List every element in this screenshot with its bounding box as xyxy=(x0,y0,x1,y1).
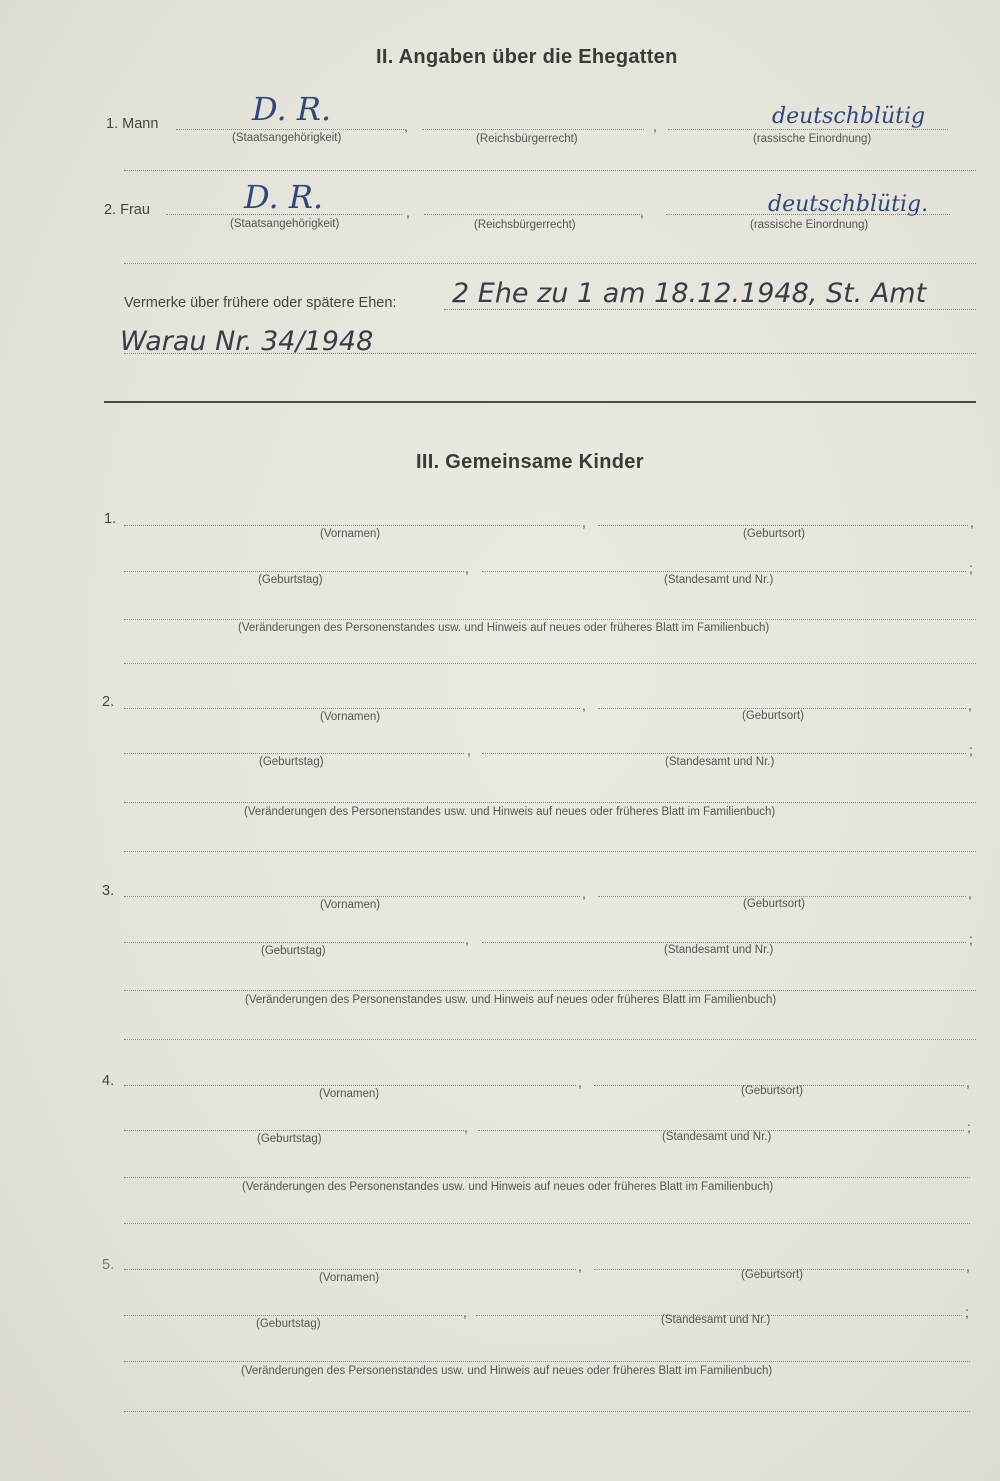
section-divider xyxy=(104,401,976,403)
separator-comma: , xyxy=(653,118,657,134)
vermerke-value-line1: 2 Ehe zu 1 am 18.12.1948, St. Amt xyxy=(452,278,927,309)
caption-standesamt: (Standesamt und Nr.) xyxy=(661,1314,771,1326)
child-veraenderungen-line xyxy=(124,1177,970,1178)
caption-staatsangehoerigkeit: (Staatsangehörigkeit) xyxy=(230,218,340,230)
child-extra-line xyxy=(124,1039,976,1040)
mann-rassische-einordnung-line xyxy=(668,129,948,130)
separator-comma: , xyxy=(406,204,410,220)
child-extra-line xyxy=(124,663,976,664)
separator-comma: , xyxy=(966,1074,970,1090)
child-number: 1. xyxy=(104,511,117,527)
caption-veraenderungen: (Veränderungen des Personenstandes usw. und Hinweis auf neues oder früheres Blatt im Familienbuch) xyxy=(245,994,777,1006)
caption-geburtsort: (Geburtsort) xyxy=(741,1269,803,1281)
caption-reichsbuergerrecht: (Reichsbürgerrecht) xyxy=(476,133,578,145)
child-veraenderungen-line xyxy=(124,1361,970,1362)
mann-staatsangehoerigkeit-line xyxy=(176,129,404,130)
separator-comma: , xyxy=(970,514,974,530)
caption-geburtstag: (Geburtstag) xyxy=(256,1318,321,1330)
mann-rassische-einordnung-value: deutschblütig xyxy=(772,104,926,129)
separator-semicolon: ; xyxy=(969,931,973,947)
caption-vornamen: (Vornamen) xyxy=(319,1272,380,1284)
vermerke-line-2 xyxy=(124,353,976,354)
caption-geburtsort: (Geburtsort) xyxy=(743,528,805,540)
caption-staatsangehoerigkeit: (Staatsangehörigkeit) xyxy=(232,132,342,144)
separator-comma: , xyxy=(640,204,644,220)
child-number: 3. xyxy=(102,883,115,899)
caption-standesamt: (Standesamt und Nr.) xyxy=(664,574,774,586)
child-extra-line xyxy=(124,1223,970,1224)
caption-geburtstag: (Geburtstag) xyxy=(259,756,324,768)
caption-rassische-einordnung: (rassische Einordnung) xyxy=(753,133,872,145)
separator-comma: , xyxy=(578,1074,582,1090)
child-vornamen-line xyxy=(124,1269,576,1270)
child-geburtstag-line xyxy=(124,1130,464,1131)
child-vornamen-line xyxy=(124,525,580,526)
separator-comma: , xyxy=(582,697,586,713)
separator-comma: , xyxy=(465,931,469,947)
separator-comma: , xyxy=(465,560,469,576)
child-vornamen-line xyxy=(124,1085,576,1086)
separator-semicolon: ; xyxy=(969,560,973,576)
child-number: 5. xyxy=(102,1257,115,1273)
frau-rassische-einordnung-value: deutschblütig. xyxy=(768,192,929,217)
caption-veraenderungen: (Veränderungen des Personenstandes usw. und Hinweis auf neues oder früheres Blatt im Familienbuch) xyxy=(244,806,776,818)
caption-geburtsort: (Geburtsort) xyxy=(741,1085,803,1097)
frau-label: 2. Frau xyxy=(104,202,150,218)
caption-geburtstag: (Geburtstag) xyxy=(257,1133,322,1145)
section-3-title: III. Gemeinsame Kinder xyxy=(416,451,644,473)
separator-comma: , xyxy=(467,742,471,758)
separator-comma: , xyxy=(968,697,972,713)
separator-comma: , xyxy=(578,1258,582,1274)
mann-reichsbuergerrecht-line xyxy=(422,129,644,130)
child-veraenderungen-line xyxy=(124,619,976,620)
separator-semicolon: ; xyxy=(965,1304,969,1320)
mann-staatsangehoerigkeit-value: D. R. xyxy=(252,90,332,128)
separator-comma: , xyxy=(464,1119,468,1135)
caption-geburtstag: (Geburtstag) xyxy=(261,945,326,957)
child-veraenderungen-line xyxy=(124,802,976,803)
vermerke-line-1 xyxy=(444,309,976,310)
separator-comma: , xyxy=(968,885,972,901)
separator-comma: , xyxy=(463,1304,467,1320)
mann-extra-line xyxy=(124,170,976,171)
caption-rassische-einordnung: (rassische Einordnung) xyxy=(750,219,869,231)
vermerke-label: Vermerke über frühere oder spätere Ehen: xyxy=(124,295,397,311)
caption-geburtsort: (Geburtsort) xyxy=(742,710,804,722)
vermerke-value-line2: Warau Nr. 34/1948 xyxy=(120,326,374,357)
child-geburtsort-line xyxy=(598,708,966,709)
child-geburtstag-line xyxy=(124,753,464,754)
child-vornamen-line xyxy=(124,896,580,897)
child-geburtstag-line xyxy=(124,1315,462,1316)
caption-veraenderungen: (Veränderungen des Personenstandes usw. und Hinweis auf neues oder früheres Blatt im Familienbuch) xyxy=(238,622,770,634)
separator-comma: , xyxy=(966,1258,970,1274)
mann-label: 1. Mann xyxy=(106,116,159,132)
child-vornamen-line xyxy=(124,708,580,709)
child-number: 2. xyxy=(102,694,115,710)
frau-extra-line xyxy=(124,263,976,264)
separator-comma: , xyxy=(582,514,586,530)
caption-standesamt: (Standesamt und Nr.) xyxy=(662,1131,772,1143)
frau-staatsangehoerigkeit-value: D. R. xyxy=(244,178,324,216)
section-2-title: II. Angaben über die Ehegatten xyxy=(376,46,678,68)
caption-vornamen: (Vornamen) xyxy=(319,1088,380,1100)
caption-geburtstag: (Geburtstag) xyxy=(258,574,323,586)
child-geburtstag-line xyxy=(124,942,464,943)
separator-semicolon: ; xyxy=(969,742,973,758)
child-standesamt-line xyxy=(482,942,966,943)
child-standesamt-line xyxy=(482,571,966,572)
caption-vornamen: (Vornamen) xyxy=(320,711,381,723)
caption-standesamt: (Standesamt und Nr.) xyxy=(664,944,774,956)
caption-reichsbuergerrecht: (Reichsbürgerrecht) xyxy=(474,219,576,231)
separator-comma: , xyxy=(404,118,408,134)
frau-staatsangehoerigkeit-line xyxy=(166,214,402,215)
child-geburtstag-line xyxy=(124,571,464,572)
child-extra-line xyxy=(124,1411,970,1412)
child-veraenderungen-line xyxy=(124,990,976,991)
frau-rassische-einordnung-line xyxy=(666,214,950,215)
child-number: 4. xyxy=(102,1073,115,1089)
child-geburtsort-line xyxy=(598,525,968,526)
frau-reichsbuergerrecht-line xyxy=(424,214,642,215)
caption-vornamen: (Vornamen) xyxy=(320,899,381,911)
caption-standesamt: (Standesamt und Nr.) xyxy=(665,756,775,768)
child-extra-line xyxy=(124,851,976,852)
caption-geburtsort: (Geburtsort) xyxy=(743,898,805,910)
separator-semicolon: ; xyxy=(967,1119,971,1135)
caption-veraenderungen: (Veränderungen des Personenstandes usw. und Hinweis auf neues oder früheres Blatt im Familienbuch) xyxy=(242,1181,774,1193)
child-standesamt-line xyxy=(482,753,966,754)
caption-vornamen: (Vornamen) xyxy=(320,528,381,540)
child-geburtsort-line xyxy=(598,896,966,897)
caption-veraenderungen: (Veränderungen des Personenstandes usw. und Hinweis auf neues oder früheres Blatt im Familienbuch) xyxy=(241,1365,773,1377)
separator-comma: , xyxy=(582,885,586,901)
